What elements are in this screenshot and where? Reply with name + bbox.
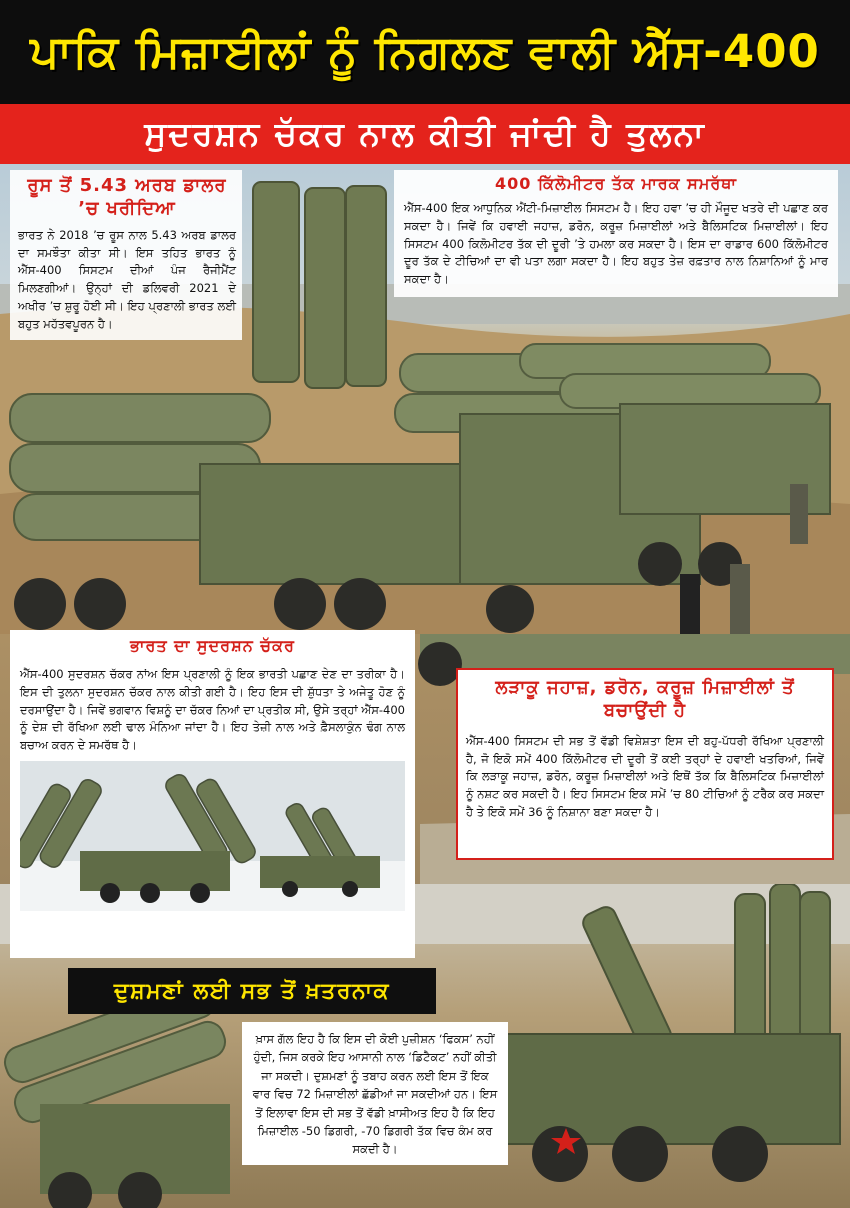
danger-section xyxy=(242,1022,508,1165)
snow-launchers-photo xyxy=(20,761,405,911)
purchase-title: ਰੂਸ ਤੋਂ 5.43 ਅਰਬ ਡਾਲਰ ’ਚ ਖਰੀਦਿਆ xyxy=(27,175,227,220)
danger-title: ਦੁਸ਼ਮਣਾਂ ਲਈ ਸਭ ਤੋਂ ਖ਼ਤਰਨਾਕ xyxy=(113,978,391,1004)
danger-banner xyxy=(68,968,436,1014)
danger-body: ਖ਼ਾਸ ਗੱਲ ਇਹ ਹੈ ਕਿ ਇਸ ਦੀ ਕੋਈ ਪੁਜ਼ੀਸ਼ਨ ‘ਫਿਕਸ’ ਨਹੀਂ ਹੁੰਦੀ, ਜਿਸ ਕਰਕੇ ਇਹ ਆਸਾਨੀ ਨਾਲ ‘ਡਿਟੈਕਟ’ ਨਹੀਂ ਕੀਤੀ ਜਾ ਸਕਦੀ। ਦੁਸ਼ਮਣਾਂ ਨੂੰ ਤਬਾਹ ਕਰਨ ਲਈ ਇਸ ਤੋਂ ਇਕ ਵਾਰ ਵਿਚ 72 ਮਿਜ਼ਾਈਲਾਂ ਛੱਡੀਆਂ ਜਾ ਸਕਦੀਆਂ ਹਨ। ਇਸ ਤੋਂ ਇਲਾਵਾ ਇਸ ਦੀ ਸਭ ਤੋਂ ਵੱਡੀ ਖ਼ਾਸੀਅਤ ਇਹ ਹੈ ਕਿ ਇਹ ਮਿਜ਼ਾਈਲ -50 ਡਿਗਰੀ, -70 ਡਿਗਰੀ ਤੱਕ ਵਿਚ ਕੰਮ ਕਰ ਸਕਦੀ ਹੈ। xyxy=(252,1032,498,1157)
sudarshan-section xyxy=(10,630,415,958)
sudarshan-title: ਭਾਰਤ ਦਾ ਸੁਦਰਸ਼ਨ ਚੱਕਰ xyxy=(130,636,295,655)
headline-bar xyxy=(0,0,850,104)
subheadline-bar xyxy=(0,104,850,164)
purchase-body: ਭਾਰਤ ਨੇ 2018 ’ਚ ਰੂਸ ਨਾਲ 5.43 ਅਰਬ ਡਾਲਰ ਦਾ ਸਮਝੌਤਾ ਕੀਤਾ ਸੀ। ਇਸ ਤਹਿਤ ਭਾਰਤ ਨੂੰ ਐੱਸ-400 ਸਿਸਟਮ ਦੀਆਂ ਪੰਜ ਰੈਜੀਮੈਂਟ ਮਿਲਣਗੀਆਂ। ਉਨ੍ਹਾਂ ਦੀ ਡਲਿਵਰੀ 2021 ਦੇ ਅਖੀਰ ’ਚ ਸ਼ੁਰੂ ਹੋਈ ਸੀ। ਇਹ ਪ੍ਰਣਾਲੀ ਭਾਰਤ ਲਈ ਬਹੁਤ ਮਹੱਤਵਪੂਰਨ ਹੈ। xyxy=(18,227,236,331)
range-body: ਐੱਸ-400 ਇਕ ਆਧੁਨਿਕ ਐਂਟੀ-ਮਿਜ਼ਾਈਲ ਸਿਸਟਮ ਹੈ। ਇਹ ਹਵਾ ’ਚ ਹੀ ਮੌਜੂਦ ਖਤਰੇ ਦੀ ਪਛਾਣ ਕਰ ਸਕਦਾ ਹੈ। ਜਿਵੇਂ ਕਿ ਹਵਾਈ ਜਹਾਜ਼, ਡਰੋਨ, ਕਰੂਜ਼ ਮਿਜ਼ਾਈਲਾਂ ਅਤੇ ਬੈਲਿਸਟਿਕ ਮਿਜ਼ਾਈਲਾਂ। ਇਹ ਸਿਸਟਮ 400 ਕਿਲੋਮੀਟਰ ਤੱਕ ਦੀ ਦੂਰੀ ’ਤੇ ਹਮਲਾ ਕਰ ਸਕਦਾ ਹੈ। ਇਸ ਦਾ ਰਾਡਾਰ 600 ਕਿੱਲੋਮੀਟਰ ਦੂਰ ਤੱਕ ਦੇ ਟੀਚਿਆਂ ਦਾ ਵੀ ਪਤਾ ਲਗਾ ਸਕਦਾ ਹੈ। ਇਹ ਬਹੁਤ ਤੇਜ਼ ਰਫ਼ਤਾਰ ਨਾਲ ਨਿਸ਼ਾਨਿਆਂ ਨੂੰ ਮਾਰ ਸਕਦਾ ਹੈ। xyxy=(404,201,828,287)
range-title: 400 ਕਿੱਲੋਮੀਟਰ ਤੱਕ ਮਾਰਕ ਸਮਰੱਥਾ xyxy=(495,174,737,193)
sudarshan-body: ਐੱਸ-400 ਸੁਦਰਸ਼ਨ ਚੱਕਰ ਨਾਂਅ ਇਸ ਪ੍ਰਣਾਲੀ ਨੂੰ ਇਕ ਭਾਰਤੀ ਪਛਾਣ ਦੇਣ ਦਾ ਤਰੀਕਾ ਹੈ। ਇਸ ਦੀ ਤੁਲਨਾ ਸੁਦਰਸ਼ਨ ਚੱਕਰ ਨਾਲ ਕੀਤੀ ਗਈ ਹੈ। ਇਹ ਇਸ ਦੀ ਸ਼ੁੱਧਤਾ ਤੇ ਅਜੇਤੂ ਹੋਣ ਨੂੰ ਦਰਸਾਉਂਦਾ ਹੈ। ਜਿਵੇਂ ਭਗਵਾਨ ਵਿਸ਼ਨੂੰ ਦਾ ਚੱਕਰ ਨਿਆਂ ਦਾ ਪ੍ਰਤੀਕ ਸੀ, ਉਸੇ ਤਰ੍ਹਾਂ ਐੱਸ-400 ਨੂੰ ਦੇਸ਼ ਦੀ ਰੱਖਿਆ ਲਈ ਢਾਲ ਮੰਨਿਆ ਜਾਂਦਾ ਹੈ। ਇਹ ਤੇਜ਼ੀ ਨਾਲ ਅਤੇ ਫ਼ੈਸਲਾਕੁੰਨ ਢੰਗ ਨਾਲ ਬਚਾਅ ਕਰਨ ਦੇ ਸਮਰੱਥ ਹੈ। xyxy=(20,667,405,753)
subheadline-title: ਸੁਦਰਸ਼ਨ ਚੱਕਰ ਨਾਲ ਕੀਤੀ ਜਾਂਦੀ ਹੈ ਤੁਲਨਾ xyxy=(144,114,706,153)
protection-body: ਐੱਸ-400 ਸਿਸਟਮ ਦੀ ਸਭ ਤੋਂ ਵੱਡੀ ਵਿਸ਼ੇਸ਼ਤਾ ਇਸ ਦੀ ਬਹੁ-ਪੱਧਰੀ ਰੱਖਿਆ ਪ੍ਰਣਾਲੀ ਹੈ, ਜੋ ਇਕੋ ਸਮੇਂ 400 ਕਿੱਲੋਮੀਟਰ ਦੀ ਦੂਰੀ ਤੋਂ ਕਈ ਤਰ੍ਹਾਂ ਦੇ ਹਵਾਈ ਖਤਰਿਆਂ, ਜਿਵੇਂ ਕਿ ਲੜਾਕੂ ਜਹਾਜ਼, ਡਰੋਨ, ਕਰੂਜ਼ ਮਿਜ਼ਾਈਲਾਂ ਅਤੇ ਇਥੋਂ ਤੱਕ ਕਿ ਬੈਲਿਸਟਿਕ ਮਿਜ਼ਾਈਲਾਂ ਨੂੰ ਨਸ਼ਟ ਕਰ ਸਕਦੀ ਹੈ। ਇਹ ਸਿਸਟਮ ਇਕ ਸਮੇਂ ’ਚ 80 ਟੀਚਿਆਂ ਨੂੰ ਟਰੈਕ ਕਰ ਸਕਦਾ ਹੈ ਤੇ ਇਕੋ ਸਮੇਂ 36 ਨੂੰ ਨਿਸ਼ਾਨਾ ਬਣਾ ਸਕਦਾ ਹੈ। xyxy=(466,733,824,820)
purchase-section xyxy=(10,170,242,340)
headline-title: ਪਾਕਿ ਮਿਜ਼ਾਈਲਾਂ ਨੂੰ ਨਿਗਲਣ ਵਾਲੀ ਐੱਸ-400 xyxy=(30,25,820,78)
range-section xyxy=(394,170,838,297)
protection-section xyxy=(456,668,834,860)
protection-title: ਲੜਾਕੂ ਜਹਾਜ਼, ਡਰੋਨ, ਕਰੂਜ਼ ਮਿਜ਼ਾਈਲਾਂ ਤੋਂ ਬਚਾਉਂਦੀ ਹੈ xyxy=(495,677,795,722)
